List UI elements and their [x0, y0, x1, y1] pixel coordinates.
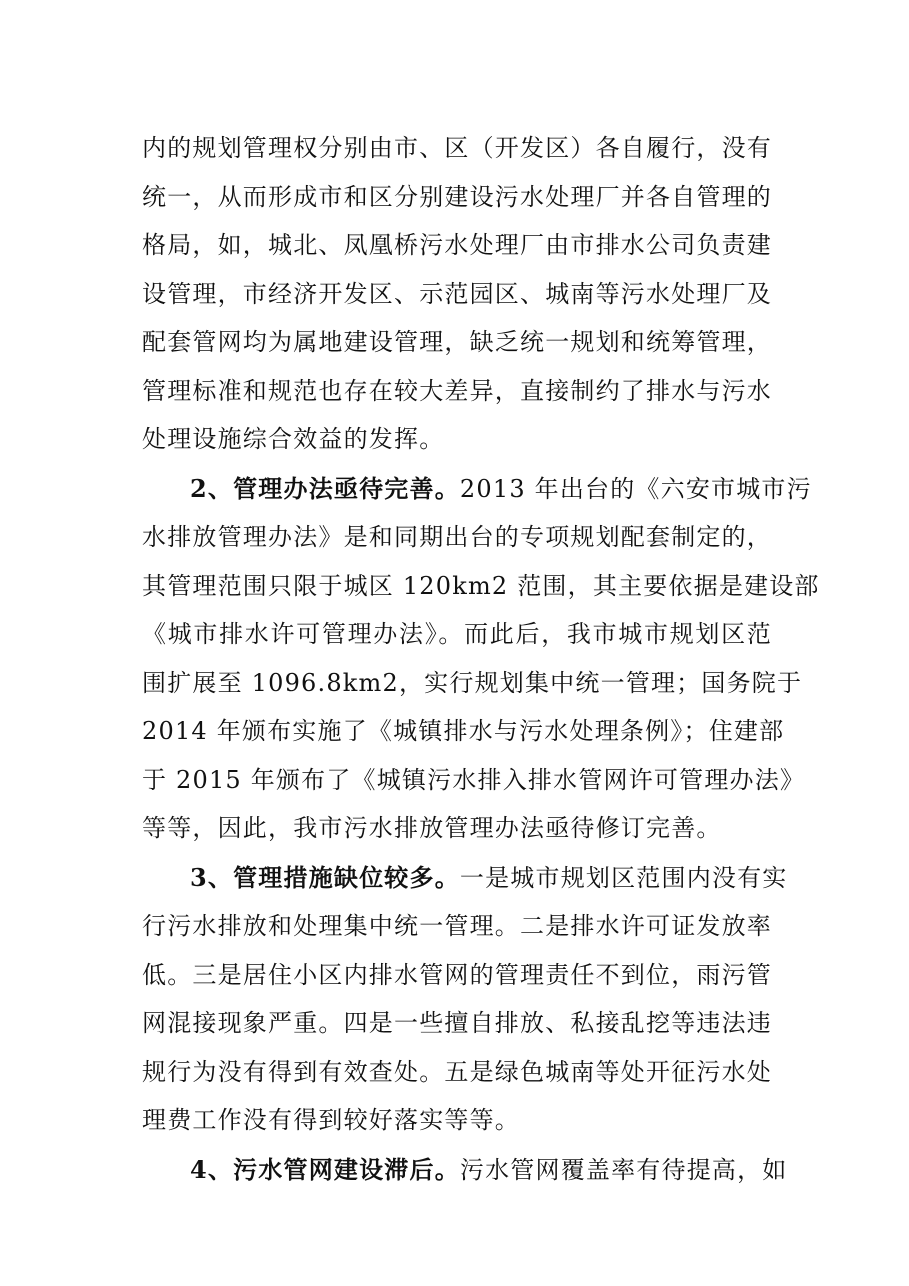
section-heading: 4、污水管网建设滞后。 — [190, 1154, 460, 1184]
text-line: 管理标准和规范也存在较大差异，直接制约了排水与污水 — [142, 376, 772, 405]
text-line: 规行为没有得到有效查处。五是绿色城南等处开征污水处 — [142, 1057, 772, 1086]
text-line: 配套管网均为属地建设管理，缺乏统一规划和统筹管理， — [142, 328, 772, 356]
text-line: 内的规划管理权分别由市、区（开发区）各自履行，没有 — [142, 134, 772, 162]
text-line: 水排放管理办法》是和同期出台的专项规划配套制定的， — [142, 523, 772, 551]
text-line: 处理设施综合效益的发挥。 — [142, 425, 445, 453]
text-line: 统一，从而形成市和区分别建设污水处理厂并各自管理的 — [142, 182, 772, 211]
text-run: 污水管网覆盖率有待提高，如 — [459, 1155, 788, 1184]
paragraph-sewer-network — [142, 1146, 788, 1195]
section-heading: 3、管理措施缺位较多。 — [190, 862, 460, 892]
text-line-first — [142, 854, 788, 903]
text-line: 行污水排放和处理集中统一管理。二是排水许可证发放率 — [142, 912, 772, 940]
text-line: 等等，因此，我市污水排放管理办法亟待修订完善。 — [142, 814, 722, 842]
text-line: 格局，如，城北、凤凰桥污水处理厂由市排水公司负责建 — [142, 231, 772, 259]
text-line-first — [142, 1146, 788, 1195]
text-line: 其管理范围只限于城区 120km2 范围，其主要依据是建设部 — [142, 571, 820, 600]
paragraph-management-measures-rules — [142, 465, 820, 853]
text-line-first — [142, 465, 812, 514]
paragraph-management-measures-gaps — [142, 854, 788, 1145]
text-run: 一是城市规划区范围内没有实 — [459, 863, 788, 892]
text-line: 于 2015 年颁布了《城镇污水排入排水管网许可管理办法》 — [142, 765, 806, 794]
text-line: 设管理，市经济开发区、示范园区、城南等污水处理厂及 — [142, 279, 772, 308]
text-line: 低。三是居住小区内排水管网的管理责任不到位，雨污管 — [142, 960, 772, 989]
section-heading: 2、管理办法亟待完善。 — [190, 473, 460, 503]
paragraph-planning-authority — [142, 124, 772, 464]
text-line: 《城市排水许可管理办法》。而此后，我市城市规划区范 — [142, 620, 772, 648]
text-run: 2013 年出台的《六安市城市污 — [459, 474, 812, 503]
text-line: 理费工作没有得到较好落实等等。 — [142, 1106, 520, 1134]
text-line: 网混接现象严重。四是一些擅自排放、私接乱挖等违法违 — [142, 1009, 772, 1037]
text-line: 2014 年颁布实施了《城镇排水与污水处理条例》；住建部 — [142, 717, 785, 745]
document-body — [142, 124, 820, 1195]
text-line: 围扩展至 1096.8km2，实行规划集中统一管理；国务院于 — [142, 668, 803, 697]
